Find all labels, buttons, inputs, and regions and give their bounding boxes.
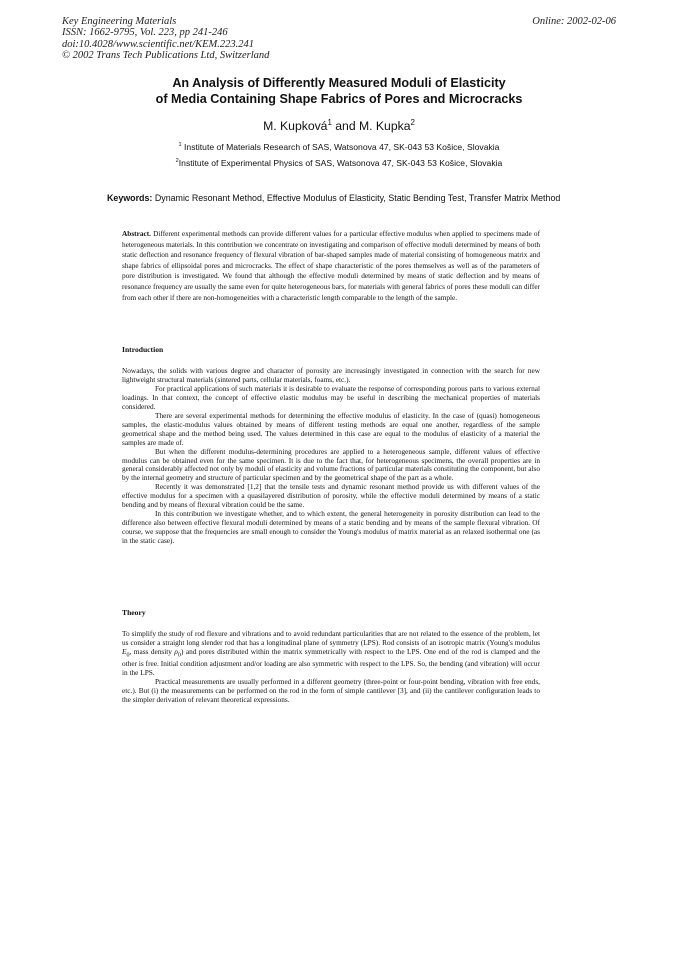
abstract-label: Abstract. bbox=[122, 229, 151, 238]
affiliation-2-text: Institute of Experimental Physics of SAS, Watsonova 47, SK-043 53 Košice, Slovakia bbox=[178, 158, 503, 168]
affiliation-2 bbox=[60, 158, 618, 168]
theory-heading: Theory bbox=[122, 608, 146, 617]
keywords-label: Keywords: bbox=[107, 193, 153, 203]
theory-paragraph-2: Practical measurements are usually performed in a different geometry (three-point or four-point bending, vibration with free ends, etc.). But (i) the measurements can be performed on the rod in the form of simple cantilever [3], and (ii) the cantilever configuration leads to the simpler derivation of relevant theoretical expressions. bbox=[122, 677, 540, 705]
affiliation-2-mark: 2 bbox=[175, 158, 179, 165]
abstract-block bbox=[122, 229, 540, 303]
keywords-text: Dynamic Resonant Method, Effective Modulus of Elasticity, Static Bending Test, Transfer Matrix Method bbox=[152, 193, 561, 203]
theory-body bbox=[122, 630, 540, 705]
intro-paragraph-3: There are several experimental methods for determining the effective modulus of elasticity. In the case of (quasi) homogeneous samples, the elastic-modulus values obtained by means of different testing methods are equal one another, regardless of the sample geometrical shape and the method being used. The values determined in this case are equal to the modulus of elasticity of a material the samples are made of. bbox=[122, 410, 540, 447]
introduction-heading: Introduction bbox=[122, 345, 164, 354]
symbol-rho-subscript: 0 bbox=[177, 652, 181, 659]
journal-header bbox=[62, 16, 269, 61]
doi-line: doi:10.4028/www.scientific.net/KEM.223.241 bbox=[62, 38, 254, 50]
theory-paragraph-1 bbox=[122, 630, 540, 678]
intro-paragraph-2: For practical applications of such materials it is desirable to evaluate the response of corresponding porous parts to various external loadings. In that context, the concept of effective elastic modulus may be useful in describing the mechanical properties of materials considered. bbox=[122, 383, 540, 411]
affiliation-1-text: Institute of Materials Research of SAS, Watsonova 47, SK-043 53 Košice, Slovakia bbox=[184, 142, 500, 152]
intro-paragraph-1: Nowadays, the solids with various degree and character of porosity are increasingly investigated in connection with the search for new lightweight structural materials (sintered parts, cellular materials, foams, etc.). bbox=[122, 366, 540, 384]
author-1: M. Kupková bbox=[263, 119, 328, 133]
theory-p1-part-b: , mass density bbox=[129, 646, 175, 656]
author-list bbox=[60, 119, 618, 133]
theory-p1-part-a: To simplify the study of rod flexure and vibrations and to avoid redundant particularities that are not related to the essence of the problem, let us consider a straight long slender rod that has a longitudinal plane of symmetry (LPS). Rod consists of an isotropic matrix (Young's modulus bbox=[122, 629, 540, 647]
symbol-E: E bbox=[122, 646, 127, 656]
keywords-block bbox=[107, 193, 572, 204]
title-line-2: of Media Containing Shape Fabrics of Pores and Microcracks bbox=[155, 91, 523, 106]
issn-line: ISSN: 1662-9795, Vol. 223, pp 241-246 bbox=[62, 27, 228, 39]
introduction-body bbox=[122, 367, 540, 546]
paper-title bbox=[60, 76, 618, 107]
theory-p1-part-c: ) and pores distributed within the matrix symmetrically with respect to the LPS. One end of the rod is clamped and the other is free. Initial condition adjustment and/or loading are also symmetric with respect to the LPS. So, the bending (and vibration) will occur in the LPS. bbox=[122, 646, 540, 678]
author-1-affil-mark: 1 bbox=[327, 117, 332, 127]
author-2: M. Kupka bbox=[358, 119, 411, 133]
abstract-text: Different experimental methods can provide different values for a particular effective modulus when applied to specimens made of heterogeneous materials. In this contribution we concentrate on investigating and comparison of effective moduli determined by means of both static deflection and resonance frequency of flexural vibration of bar-shaped samples made of material consisting of homogeneous matrix and shape fabrics of ellipsoidal pores and microcracks. The effect of shape characteristic of the pores themselves as well as of the parameters of pore distribution is investigated. We found that although the effective moduli determined by means of static deflection and by means of resonance frequency are usually the same even for quite heterogeneous bars, for materials with general fabrics of pores these moduli can differ from each other if there are non-homogeneities with a characteristic length comparable to the length of the sample. bbox=[122, 229, 540, 302]
author-2-affil-mark: 2 bbox=[410, 117, 415, 127]
author-conjunction: and bbox=[331, 119, 359, 133]
intro-paragraph-4: But when the different modulus-determining procedures are applied to a heterogeneous sample, different values of effective modulus can be obtained even for the same specimen. It is due to the fact that, for heterogeneous specimens, the overall properties are in general considerably affected not only by moduli of elasticity and volume fractions of particular materials constituting the component, but also by the internal geometry and structure of particular specimen and by the geometrical shape of the part as a whole. bbox=[122, 446, 540, 483]
online-date: Online: 2002-02-06 bbox=[532, 16, 616, 27]
intro-paragraph-5: Recently it was demonstrated [1,2] that the tensile tests and dynamic resonant method provide us with different values of the effective modulus for a specimen with a quasilayered distribution of porosity, while the effective moduli determined by means of a static bending and by means of flexural vibration could be the same. bbox=[122, 482, 540, 510]
journal-name: Key Engineering Materials bbox=[62, 16, 177, 27]
title-line-1: An Analysis of Differently Measured Moduli of Elasticity bbox=[172, 76, 506, 90]
affiliation-1-mark: 1 bbox=[178, 142, 182, 149]
copyright-line: © 2002 Trans Tech Publications Ltd, Switzerland bbox=[62, 49, 270, 61]
symbol-rho: ρ bbox=[174, 646, 178, 656]
affiliation-1 bbox=[60, 142, 618, 152]
symbol-E-subscript: 0 bbox=[126, 652, 130, 659]
intro-paragraph-6: In this contribution we investigate whether, and to which extent, the general heterogeneity in porosity distribution can lead to the difference also between effective flexural moduli determined by means of a static bending and by means of the sample flexural vibration. Of course, we suppose that the frequencies are small enough to consider the Young's modulus of matrix material as an relaxed isothermal one (as in the static case). bbox=[122, 509, 540, 546]
